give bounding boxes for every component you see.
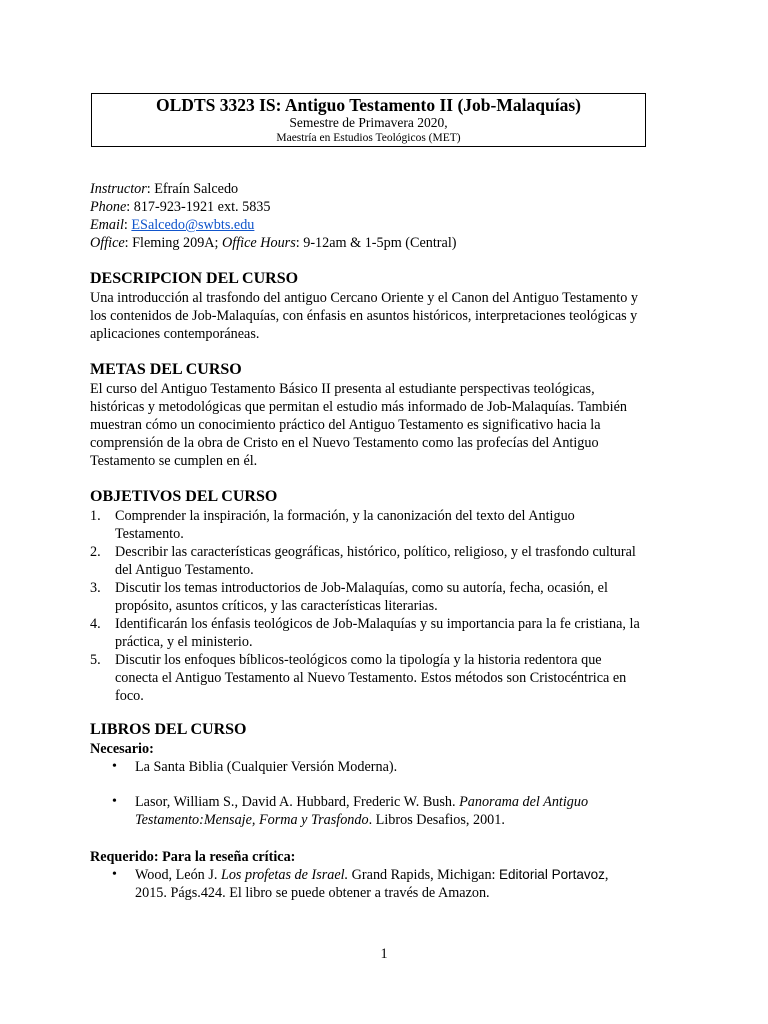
book-title-part: Panorama del Antiguo: [459, 794, 589, 810]
book-item: [90, 866, 690, 902]
list-line: Discutir los enfoques bíblicos-teológicos como la tipología y la historia redentora que: [115, 652, 602, 668]
list-item: [90, 543, 690, 579]
requerido-section: [90, 848, 690, 902]
book-place: Grand Rapids, Michigan:: [348, 867, 500, 883]
libros-section: [90, 720, 690, 776]
instructor-label: Instructor: [90, 181, 147, 197]
list-number: 4.: [90, 616, 101, 632]
office-hours-value: : 9-12am & 1-5pm (Central): [295, 235, 457, 251]
metas-heading: METAS DEL CURSO: [90, 361, 242, 378]
bullet-icon: •: [112, 759, 117, 774]
list-line: Testamento.: [115, 526, 184, 542]
book-author: Wood, León J.: [135, 867, 221, 883]
book-line: [135, 811, 690, 829]
list-item: [90, 579, 690, 615]
necesario-label: Necesario:: [90, 741, 154, 757]
list-item: [90, 651, 690, 705]
list-line: propósito, asuntos críticos, y las características literarias.: [115, 598, 438, 614]
book-item: [90, 793, 690, 829]
metas-line: comprensión de la obra de Cristo en el Nuevo Testamento como las profecías del Antiguo: [90, 435, 599, 451]
list-line: Comprender la inspiración, la formación, y la canonización del texto del Antiguo: [115, 508, 575, 524]
semester-text: Semestre de Primavera 2020,: [289, 115, 448, 130]
program-text: Maestría en Estudios Teológicos (MET): [276, 132, 461, 144]
metas-line: muestran cómo un conocimiento práctico del Antiguo Testamento es significativo hacia la: [90, 417, 601, 433]
list-line: conecta el Antiguo Testamento al Nuevo Testamento. Estos métodos son Cristocéntrica en: [115, 670, 627, 686]
list-line: foco.: [115, 688, 144, 704]
list-number: 1.: [90, 508, 101, 524]
book-line: [135, 793, 690, 811]
list-item: [90, 615, 690, 651]
descripcion-line: aplicaciones contemporáneas.: [90, 326, 260, 342]
list-line: del Antiguo Testamento.: [115, 562, 254, 578]
office-line: [90, 234, 690, 252]
email-line: [90, 216, 690, 234]
libros-heading: LIBROS DEL CURSO: [90, 721, 247, 738]
course-title: OLDTS 3323 IS: Antiguo Testamento II (Job-Malaquías): [156, 95, 581, 115]
list-line: Describir las características geográficas, histórico, político, religioso, y el trasfondo cultural: [115, 544, 636, 560]
descripcion-line: los contenidos de Job-Malaquías, con énfasis en asuntos históricos, interpretaciones teológicas y: [90, 308, 638, 324]
instructor-line: [90, 180, 690, 198]
descripcion-line: Una introducción al trasfondo del antiguo Cercano Oriente y el Canon del Antiguo Testamento y: [90, 290, 638, 306]
page-number: 1: [380, 946, 388, 962]
email-separator: :: [123, 217, 132, 233]
book-publisher: Editorial Portavoz: [499, 867, 605, 882]
book-punct: ,: [604, 867, 609, 883]
phone-line: [90, 198, 690, 216]
office-value: : Fleming 209A;: [124, 235, 223, 251]
phone-value: : 817-923-1921 ext. 5835: [126, 199, 271, 215]
book-title: Los profetas de Israel.: [220, 867, 349, 883]
course-header-box: [91, 93, 646, 147]
metas-line: históricas y metodológicas que permitan el estudio más informado de Job-Malaquías. También: [90, 399, 627, 415]
book-item: [90, 758, 690, 776]
descripcion-heading: DESCRIPCION DEL CURSO: [90, 270, 299, 287]
email-label: Email: [90, 217, 124, 233]
objetivos-list: [90, 507, 690, 705]
book-line: [135, 866, 690, 884]
bullet-icon: •: [112, 867, 117, 882]
list-number: 2.: [90, 544, 101, 560]
descripcion-section: [90, 269, 690, 343]
phone-label: Phone: [90, 199, 127, 215]
book-item-lasor: [90, 793, 690, 829]
office-label: Office: [90, 235, 125, 251]
list-number: 3.: [90, 580, 101, 596]
book-title-part: Testamento:Mensaje, Forma y Trasfondo: [135, 812, 369, 828]
list-line: Identificarán los énfasis teológicos de Job-Malaquías y su importancia para la fe cristiana, la: [115, 616, 640, 632]
book-line: 2015. Págs.424. El libro se puede obtener a través de Amazon.: [135, 885, 490, 901]
list-number: 5.: [90, 652, 101, 668]
instructor-value: : Efraín Salcedo: [146, 181, 239, 197]
metas-line: El curso del Antiguo Testamento Básico II presenta al estudiante perspectivas teológicas,: [90, 381, 595, 397]
metas-line: Testamento se cumplen en él.: [90, 453, 258, 469]
contact-block: [90, 180, 690, 252]
office-hours-label: Office Hours: [222, 235, 296, 251]
book-authors: Lasor, William S., David A. Hubbard, Frederic W. Bush.: [135, 794, 460, 810]
book-publisher: . Libros Desafios, 2001.: [368, 812, 505, 828]
requerido-label: Requerido: Para la reseña crítica:: [90, 849, 296, 865]
metas-section: [90, 360, 690, 470]
objetivos-heading: OBJETIVOS DEL CURSO: [90, 488, 278, 505]
bullet-icon: •: [112, 794, 117, 809]
book-line: La Santa Biblia (Cualquier Versión Moderna).: [135, 759, 398, 775]
list-item: [90, 507, 690, 543]
list-line: práctica, y el ministerio.: [115, 634, 253, 650]
list-line: Discutir los temas introductorios de Job-Malaquías, como su autoría, fecha, ocasión, el: [115, 580, 608, 596]
objetivos-section: [90, 487, 690, 705]
email-link[interactable]: ESalcedo@swbts.edu: [131, 217, 255, 233]
